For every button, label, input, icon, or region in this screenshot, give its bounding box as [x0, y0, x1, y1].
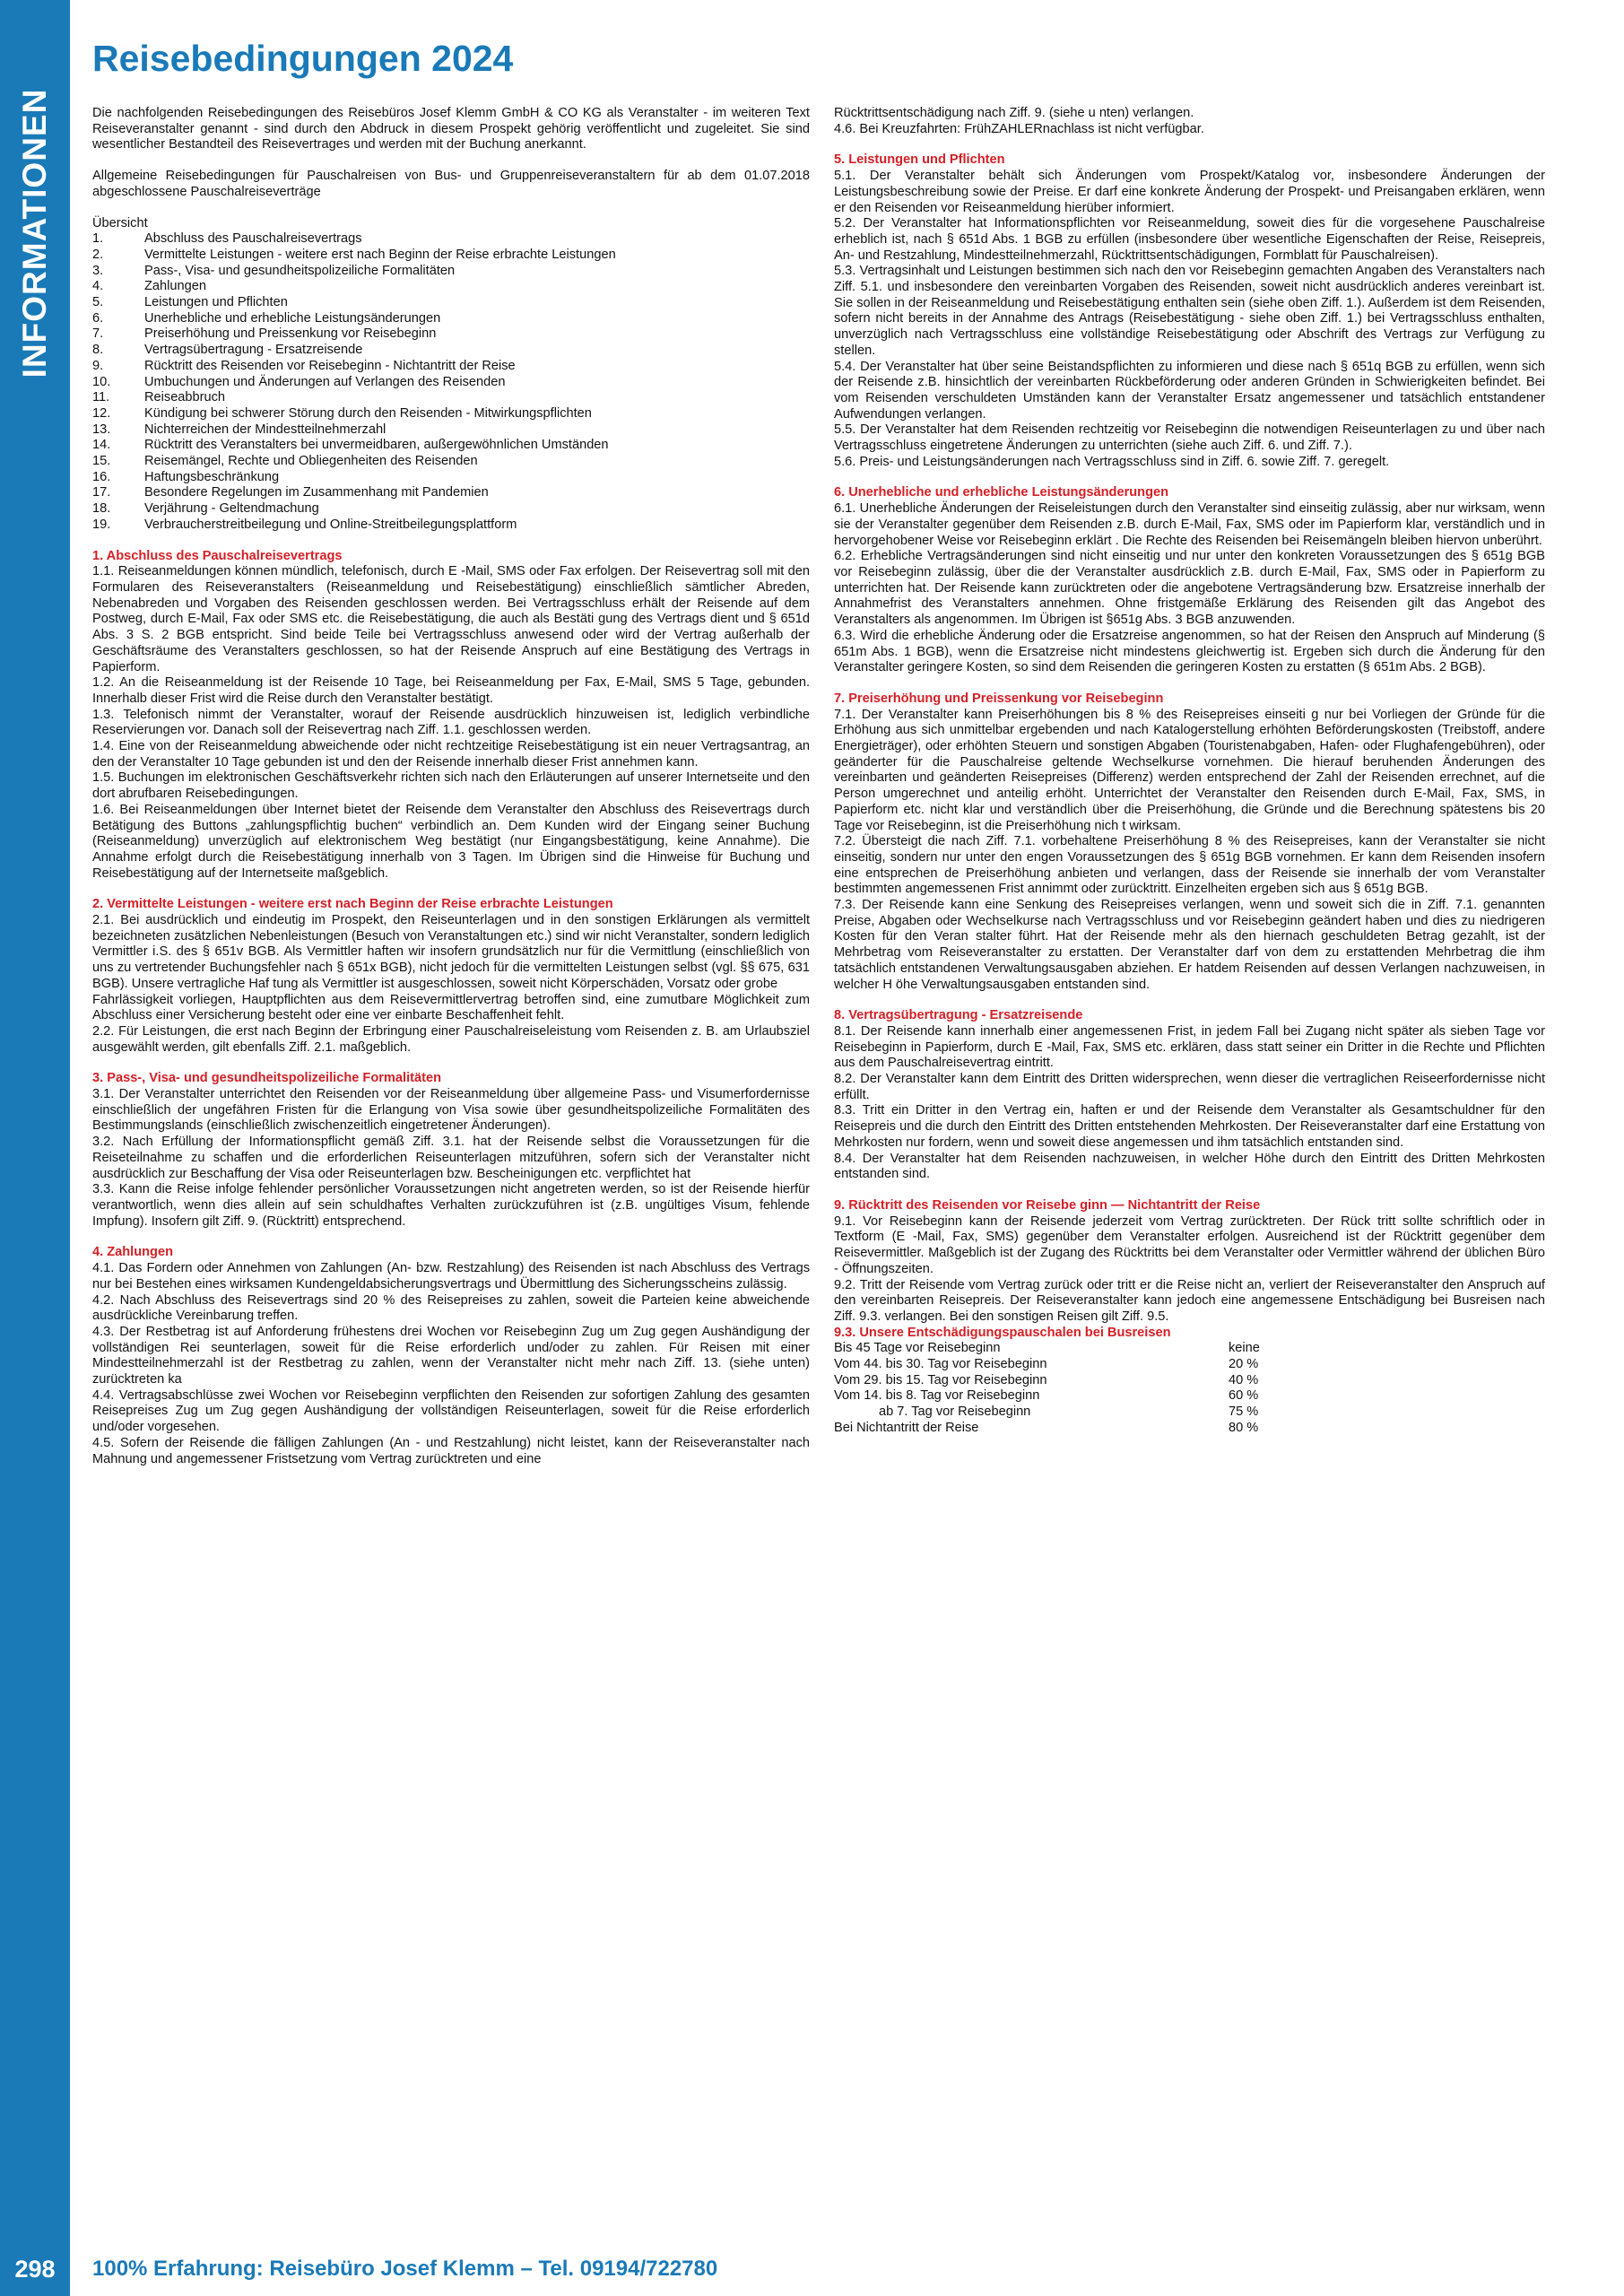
toc-label: Vertragsübertragung - Ersatzreisende [144, 343, 363, 358]
section-heading: 6. Unerhebliche und erhebliche Leistungsänderungen [834, 485, 1169, 500]
section-paragraph: 5.1. Der Veranstalter behält sich Änderungen vom Prospekt/Katalog vor, insbesondere Änderungen der Leistungsbeschreibung sowie der Preise. Er darf eine konkrete Änderung der Prospekt- und Preisangaben erklären, wenn er den Reisenden vor Reiseanmeldung hierüber informiert. [834, 169, 1545, 215]
toc-label: Kündigung bei schwerer Störung durch den Reisenden - Mitwirkungspflichten [144, 405, 592, 421]
section-paragraph: 6.1. Unerhebliche Änderungen der Reiseleistungen durch den Veranstalter sind einseitig zulässig, aber nur wirksam, wenn sie der Veranstalter gegenüber dem Reisenden z.B. durch E-Mail, Fax, SMS oder im Papierform klar, verständlich und in hervorgehobener Weise vor Reisebeginn erklärt . Die Rechte des Reisenden bei Reisemängeln bleiben hiervon unberührt. [834, 501, 1545, 548]
toc-label: Verbraucherstreitbeilegung und Online-Streitbeilegungsplattform [144, 517, 517, 532]
section-paragraph: 7.3. Der Reisende kann eine Senkung des Reisepreises verlangen, wenn und soweit sich die in Ziff. 7.1. genannten Preise, Abgaben oder Wechselkurse nach Vertragsschluss und vor Reisebeginn geändert haben und dies zu niedrigeren Kosten für den Veran stalter führt. Hat der Reisende mehr als den hiernach geschuldeten Betrag gezahlt, ist der Mehrbetrag vom Reiseveranstalter zu erstatten. Der Veranstalter darf von dem zu erstattenden Mehrbetrag die ihm tatsächlich entstandenen Verwaltungsausgaben abziehen. Er hatdem Reisenden auf dessen Verlangen nachzuweisen, in welcher H öhe Verwaltungsausgaben entstanden sind. [834, 898, 1545, 992]
toc-label: Unerhebliche und erhebliche Leistungsänderungen [144, 310, 441, 326]
toc-item [92, 517, 810, 534]
compensation-row [834, 1421, 1545, 1437]
compensation-row [834, 1357, 1545, 1373]
section-paragraph: 3.3. Kann die Reise infolge fehlender persönlicher Voraussetzungen nicht angetreten werden, so ist der Reisende hierfür verantwortlich, wenn dies allein auf sein schuldhaftes Verhalten zurückzuführen ist (z.B. ungültiges Visum, fehlende Impfung). Insofern gilt Ziff. 9. (Rücktritt) entsprechend. [92, 1182, 810, 1229]
section-paragraph: 3.2. Nach Erfüllung der Informationspflicht gemäß Ziff. 3.1. hat der Reisende selbst die Voraussetzungen für die Reiseteilnahme zu schaffen und die erforderlichen Reiseunterlagen mitzuführen, sofern sich der Veranstalter nicht ausdrücklich zur Beschaffung der Visa oder Reiseunterlagen bzw. Bescheinigungen etc. verpflichtet hat [92, 1135, 810, 1181]
toc-label: Abschluss des Pauschalreisevertrags [144, 231, 362, 247]
intro-paragraph: Die nachfolgenden Reisebedingungen des Reisebüros Josef Klemm GmbH & CO KG als Veranstalter - im weiteren Text Reiseveranstalter genannt - sind durch den Abdruck in diesem Prospekt gehörig veröffentlicht und zugeleitet. Sie sind wesentlicher Bestandteil des Reisevertrages und werden mit der Buchung anerkannt. [92, 106, 810, 152]
toc-item [92, 454, 810, 470]
compensation-table [834, 1341, 1545, 1436]
toc-item [92, 390, 810, 406]
section-heading: 7. Preiserhöhung und Preissenkung vor Reisebeginn [834, 691, 1164, 706]
section-paragraph: 8.3. Tritt ein Dritter in den Vertrag ein, haften er und der Reisende dem Veranstalter als Gesamtschuldner für den Reisepreis und die durch den Eintritt des Dritten entstehenden Mehrkosten. Der Reiseveranstalter darf eine Erstattung von Mehrkosten nur fordern, wenn und soweit diese angemessen und ihm tatsächlich entstanden sind. [834, 1103, 1545, 1150]
section-paragraph: 4.1. Das Fordern oder Annehmen von Zahlungen (An- bzw. Restzahlung) des Reisenden ist nach Abschluss des Vertrags nur bei Bestehen eines wirksamen Kundengeldabsicherungsvertrags und Übermittlung des Sicherungsscheins zulässig. [92, 1261, 810, 1292]
toc-label: Besondere Regelungen im Zusammenhang mit Pandemien [144, 485, 489, 500]
toc-item [92, 279, 810, 295]
toc-item [92, 326, 810, 343]
section-paragraph: 6.2. Erhebliche Vertragsänderungen sind nicht einseitig und nur unter den konkreten Voraussetzungen des § 651g BGB vor Reisebeginn zulässig, über die der Veranstalter ausdrücklich z.B. durch E-Mail, Fax, SMS oder in Papierform zu unterrichten hat. Der Reisende kann zurücktreten oder die angebotene Vertragsänderung bzw. Ersatzreise innerhalb der Annahmefrist des Veranstalters annehmen. Ohne fristgemäße Erklärung des Reisenden gilt das Angebot des Veranstalters als angenommen. Im Übrigen ist §651g Abs. 3 BGB anzuwenden. [834, 549, 1545, 628]
section-paragraph: 1.1. Reiseanmeldungen können mündlich, telefonisch, durch E -Mail, SMS oder Fax erfolgen. Der Reisevertrag soll mit den Formularen des Reiseveranstalters (Reiseanmeldung und Reisebestätigung) einschließlich sämtlicher Abreden, Nebenabreden und Vorgaben des Reisenden geschlossen werden. Bei Vertragsschluss erhält der Reisende auf dem Postweg, durch E-Mail, Fax oder SMS etc. die Reisebestätigung, die auch als Bestäti gung des Vertrags dient und § 651d Abs. 3 S. 2 BGB entspricht. Sind beide Teile bei Vertragsschluss anwesend oder wird der Vertrag außerhalb der Geschäftsräume des Veranstalters geschlossen, so hat der Reisende Anspruch auf eine Bestätigung des Vertrags in Papierform. [92, 564, 810, 674]
section-paragraph: 1.3. Telefonisch nimmt der Veranstalter, worauf der Reisende ausdrücklich hinzuweisen ist, lediglich verbindliche Reservierungen vor. Danach soll der Reisevertrag nach Ziff. 1.1. geschlossen werden. [92, 707, 810, 738]
toc-number: 17. [92, 485, 111, 500]
section-paragraph: 4.2. Nach Abschluss des Reisevertrags sind 20 % des Reisepreises zu zahlen, soweit die Parteien keine abweichende ausdrückliche Vereinbarung treffen. [92, 1292, 810, 1324]
toc-number: 7. [92, 326, 104, 342]
section-heading: 8. Vertragsübertragung - Ersatzreisende [834, 1008, 1083, 1023]
section-paragraph: 2.2. Für Leistungen, die erst nach Beginn der Erbringung einer Pauschalreiseleistung vom Reisenden z. B. am Urlaubsziel ausgewählt werden, gilt ebenfalls Ziff. 2.1. maßgeblich. [92, 1023, 810, 1055]
toc-number: 2. [92, 247, 104, 262]
toc-label: Haftungsbeschränkung [144, 469, 280, 484]
toc-number: 18. [92, 501, 111, 517]
toc-number: 4. [92, 279, 104, 294]
section-s5 [834, 152, 1545, 470]
left-column [92, 106, 810, 1467]
page-title: Reisebedingungen 2024 [92, 38, 514, 79]
section-paragraph: 7.2. Übersteigt die nach Ziff. 7.1. vorbehaltene Preiserhöhung 8 % des Reisepreises, kann der Veranstalter sie nicht einseitig, sondern nur unter den engen Voraussetzungen des § 651g BGB vornehmen. Er kann dem Reisenden insofern eine entsprechen de Preiserhöhung anbieten und verlangen, dass der Reisende sie innerhalb der vom Veranstalter bestimmten angemessenen Frist annimmt oder zurücktritt. Einzelheiten ergeben sich aus § 651g BGB. [834, 834, 1545, 897]
toc-number: 6. [92, 310, 104, 326]
toc-item [92, 231, 810, 248]
section-paragraph: 8.4. Der Veranstalter hat dem Reisenden nachzuweisen, in welcher Höhe durch den Eintritt des Dritten Mehrkosten entstanden sind. [834, 1151, 1545, 1182]
section-paragraph: Fahrlässigkeit vorliegen, Hauptpflichten aus dem Reisevermittlervertrag betroffen sind, eine zumutbare Möglichkeit zum Abschluss einer Versicherung besteht oder eine ver einbarte Beschaffenheit fehlt. [92, 992, 810, 1023]
toc-number: 9. [92, 358, 104, 373]
toc-item [92, 248, 810, 264]
section-heading: 3. Pass-, Visa- und gesundheitspolizeiliche Formalitäten [92, 1071, 441, 1086]
page-number: 298 [0, 2242, 70, 2296]
toc-label: Reiseabbruch [144, 390, 226, 405]
compensation-value: 20 % [1229, 1357, 1259, 1372]
toc-number: 19. [92, 517, 111, 532]
toc-heading: Übersicht [92, 215, 148, 230]
section-paragraph: 5.6. Preis- und Leistungsänderungen nach Vertragsschluss sind in Ziff. 6. sowie Ziff. 7. geregelt. [834, 454, 1390, 469]
section-paragraph: 5.3. Vertragsinhalt und Leistungen bestimmen sich nach den vor Reisebeginn gemachten Angaben des Veranstalters nach Ziff. 5.1. und insbesondere den vereinbarten Vorgaben des Reisenden, soweit nicht ausdrücklich anderes vereinbart ist. Sie sollen in der Reiseanmeldung und Reisebestätigung enthalten sein (siehe oben Ziff. 1.). Außerdem ist dem Reisenden, sofern nicht bereits in der Annahme des Antrags (Reisebestätigung - siehe oben Ziff. 1.) bei Vertragsschluss enthalten, unverzüglich nach Vertragsschluss eine vollständige Reisebestätigung oder Abschrift des Vertrags zur Verfügung zu stellen. [834, 264, 1545, 358]
toc-label: Reisemängel, Rechte und Obliegenheiten des Reisenden [144, 454, 478, 469]
compensation-row [834, 1341, 1545, 1357]
section-s9 [834, 1198, 1545, 1326]
toc-label: Leistungen und Pflichten [144, 295, 288, 310]
section-s1 [92, 549, 810, 883]
section-s3 [92, 1071, 810, 1230]
section-s7 [834, 691, 1545, 993]
toc-item [92, 343, 810, 359]
toc-label: Nichterreichen der Mindestteilnehmerzahl [144, 422, 386, 437]
toc-label: Preiserhöhung und Preissenkung vor Reisebeginn [144, 326, 437, 342]
section-heading: 1. Abschluss des Pauschalreisevertrags [92, 548, 343, 563]
compensation-row [834, 1373, 1545, 1389]
toc-number: 10. [92, 374, 111, 389]
toc-number: 3. [92, 263, 104, 278]
toc-number: 11. [92, 390, 110, 405]
section-s2 [92, 897, 810, 1056]
section-paragraph: 5.5. Der Veranstalter hat dem Reisenden rechtzeitig vor Reisebeginn die notwendigen Reiseunterlagen zu und über nach Vertragsschluss eingetretene Änderungen zu unterrichten (siehe auch Ziff. 6. und Ziff. 7.). [834, 422, 1545, 454]
toc-item [92, 438, 810, 454]
toc-number: 15. [92, 454, 111, 469]
section-paragraph: Rücktrittsentschädigung nach Ziff. 9. (siehe u nten) verlangen. [834, 106, 1194, 120]
compensation-period: Vom 14. bis 8. Tag vor Reisebeginn [834, 1388, 1040, 1404]
intro-paragraph: Allgemeine Reisebedingungen für Pauschalreisen von Bus- und Gruppenreiseveranstaltern für ab dem 01.07.2018 abgeschlossene Pauschalreiseverträge [92, 169, 810, 199]
section-paragraph: 5.2. Der Veranstalter hat Informationspflichten vor Reiseanmeldung, soweit dies für die vorgesehene Pauschalreise erheblich ist, nach § 651d Abs. 1 BGB zu erfüllen (insbesondere über wesentliche Eigenschaften der Reise, Reisepreis, An- und Restzahlung, Mindestteilnehmerzahl, Rücktrittsentschädigungen, Formblatt für Pauschalreisen). [834, 216, 1545, 263]
section-paragraph: 1.6. Bei Reiseanmeldungen über Internet bietet der Reisende dem Veranstalter den Abschluss des Reisevertrags durch Betätigung des Buttons „zahlungspflichtig buchen“ verbindlich an. Dem Kunden wird der Eingang seiner Buchung (Reiseanmeldung) unverzüglich auf elektronischem Weg bestätigt (nur Eingangsbestätigung, keine Annahme). Die Annahme erfolgt durch die Reisebestätigung innerhalb von 3 Tagen. Im Übrigen sind die Hinweise für Buchung und Reisebestätigung auf der Internetseite maßgeblich. [92, 802, 810, 881]
compensation-value: 60 % [1229, 1388, 1259, 1404]
sub-heading: 9.3. Unsere Entschädigungspauschalen bei Busreisen [834, 1325, 1171, 1340]
toc-item [92, 501, 810, 517]
section-paragraph: 1.5. Buchungen im elektronischen Geschäftsverkehr richten sich nach den Erläuterungen auf unserer Internetseite und den dort abrufbaren Reisebedingungen. [92, 770, 810, 802]
compensation-period: Bis 45 Tage vor Reisebeginn [834, 1341, 1001, 1356]
section-s8 [834, 1008, 1545, 1183]
footer-text: 100% Erfahrung: Reisebüro Josef Klemm – Tel. 09194/722780 [92, 2257, 718, 2281]
toc-item [92, 295, 810, 311]
toc-item [92, 470, 810, 486]
compensation-period: Vom 44. bis 30. Tag vor Reisebeginn [834, 1357, 1047, 1372]
toc-number: 14. [92, 438, 111, 453]
section-paragraph: 2.1. Bei ausdrücklich und eindeutig im Prospekt, den Reiseunterlagen und in den sonstigen Erklärungen als vermittelt bezeichneten zusätzlichen Nebenleistungen (Besuch von Veranstaltungen etc.) sind wir nicht Veranstalter, sondern lediglich Vermittler i.S. des § 651v BGB. Als Vermittler haften wir insofern grundsätzlich nur für die Vermittlung (einschließlich von uns zu vertretender Buchungsfehler nach § 651x BGB), nicht jedoch für die vermittelten Leistungen selbst (vgl. §§ 675, 631 BGB). Unsere vertragliche Haf tung als Vermittler ist ausgeschlossen, soweit nicht Körperschäden, Vorsatz oder grobe [92, 913, 810, 991]
section-paragraph: 4.3. Der Restbetrag ist auf Anforderung frühestens drei Wochen vor Reisebeginn Zug um Zug gegen Aushändigung der vollständigen Rei seunterlagen, soweit für die Reise erforderlich und/oder zu zahlen. Für Reisen mit einer Mindestteilnehmerzahl ist der Restbetrag zu zahlen, wenn der Veranstalter nicht mehr nach Ziff. 13. (siehe unten) zurücktreten ka [92, 1324, 810, 1387]
section-paragraph: 1.2. An die Reiseanmeldung ist der Reisende 10 Tage, bei Reiseanmeldung per Fax, E-Mail, SMS 5 Tage, gebunden. Innerhalb dieser Frist wird die Reise durch den Veranstalter bestätigt. [92, 675, 810, 706]
section-paragraph: 4.5. Sofern der Reisende die fälligen Zahlungen (An - und Restzahlung) nicht leistet, kann der Reiseveranstalter nach Mahnung und angemessener Fristsetzung vom Vertrag zurücktreten und eine [92, 1435, 810, 1466]
section-heading: 9. Rücktritt des Reisenden vor Reisebe ginn — Nichtantritt der Reise [834, 1198, 1261, 1213]
right-column [834, 106, 1545, 1437]
toc-label: Verjährung - Geltendmachung [144, 501, 319, 517]
section-paragraph: 4.6. Bei Kreuzfahrten: FrühZAHLERnachlass ist nicht verfügbar. [834, 121, 1204, 136]
toc-number: 8. [92, 343, 104, 358]
toc-item [92, 359, 810, 375]
toc-number: 1. [92, 231, 104, 247]
toc-number: 16. [92, 469, 111, 484]
toc-item [92, 485, 810, 501]
section-paragraph: 9.2. Tritt der Reisende vom Vertrag zurück oder tritt er die Reise nicht an, verliert der Reiseveranstalter den Anspruch auf den vereinbarten Reisepreis. Der Reiseveranstalter kann jedoch eine angemessene Entschädigung bei Busreisen nach Ziff. 9.3. verlangen. Bei den sonstigen Reisen gilt Ziff. 9.5. [834, 1277, 1545, 1324]
compensation-row [834, 1388, 1545, 1405]
toc-item [92, 375, 810, 391]
section-paragraph: 8.2. Der Veranstalter kann dem Eintritt des Dritten widersprechen, wenn dieser die vertraglichen Reiseerfordernisse nicht erfüllt. [834, 1072, 1545, 1102]
toc-label: Vermittelte Leistungen - weitere erst nach Beginn der Reise erbrachte Leistungen [144, 247, 616, 262]
compensation-period: ab 7. Tag vor Reisebeginn [879, 1405, 1031, 1420]
section-paragraph: 6.3. Wird die erhebliche Änderung oder die Ersatzreise angenommen, so hat der Reisen den Anspruch auf Minderung (§ 651m Abs. 1 BGB), wenn die Ersatzreise nicht mindestens gleichwertig ist. Ergeben sich durch die Änderung für den Veranstalter geringere Kosten, so sind dem Reisenden die geringeren Kosten zu erstatten (§ 651m Abs. 2 BGB). [834, 628, 1545, 675]
toc-label: Pass-, Visa- und gesundheitspolizeiliche Formalitäten [144, 263, 456, 278]
section-paragraph: 4.4. Vertragsabschlüsse zwei Wochen vor Reisebeginn verpflichten den Reisenden zur sofortigen Zahlung des gesamten Reisepreises Zug um Zug gegen Aushändigung der vollständigen Reiseunterlagen, soweit für die Reise erforderlich und/oder vorgesehen. [92, 1387, 810, 1435]
toc-item [92, 406, 810, 422]
sidebar [0, 0, 70, 2242]
section-heading: 5. Leistungen und Pflichten [834, 152, 1005, 168]
toc-item [92, 422, 810, 439]
sidebar-label: INFORMATIONEN [16, 88, 53, 378]
compensation-period: Bei Nichtantritt der Reise [834, 1420, 979, 1435]
section-paragraph: 1.4. Eine von der Reiseanmeldung abweichende oder nicht rechtzeitige Reisebestätigung ist ein neuer Vertragsantrag, an den der Veranstalter 10 Tage gebunden ist und den der Reisende innerhalb dieser Frist annehmen kann. [92, 739, 810, 770]
section-heading: 2. Vermittelte Leistungen - weitere erst nach Beginn der Reise erbrachte Leistungen [92, 897, 613, 912]
compensation-value: 40 % [1229, 1372, 1259, 1387]
section-paragraph: 3.1. Der Veranstalter unterrichtet den Reisenden vor der Reiseanmeldung über allgemeine Pass- und Visumerfordernisse einschließlich der ungefähren Fristen für die Erlangung von Visa sowie über gesundheitspolizeiliche Formalitäten des Bestimmungslands (einschließlich zwischenzeitlich eingetretener Änderungen). [92, 1087, 810, 1134]
toc-label: Rücktritt des Veranstalters bei unvermeidbaren, außergewöhnlichen Umständen [144, 438, 609, 453]
section-heading: 4. Zahlungen [92, 1245, 173, 1260]
toc-number: 13. [92, 422, 111, 437]
section-paragraph: 8.1. Der Reisende kann innerhalb einer angemessenen Frist, in jedem Fall bei Zugang nicht später als sieben Tage vor Reisebeginn in Papierform, durch E -Mail, Fax, SMS etc. erklären, dass statt seiner ein Dritter in die Rechte und Pflichten aus dem Pauschalreisevertrag eintritt. [834, 1023, 1545, 1071]
toc-number: 5. [92, 295, 104, 310]
compensation-value: keine [1229, 1341, 1260, 1356]
section-paragraph: 5.4. Der Veranstalter hat über seine Beistandspflichten zu informieren und diese nach § 651q BGB zu erfüllen, wenn sich der Reisende z.B. hinsichtlich der vereinbarten Rückbeförderung oder anderen Gründen in Schwierigkeiten befindet. Bei vom Reisenden verschuldeten Umständen kann der Veranstalter Ersatz angemessener und tatsächlich entstandener Aufwendungen verlangen. [834, 359, 1545, 422]
toc-label: Zahlungen [144, 279, 206, 294]
toc-label: Umbuchungen und Änderungen auf Verlangen des Reisenden [144, 374, 506, 389]
toc-list [92, 231, 810, 533]
compensation-value: 75 % [1229, 1405, 1259, 1420]
toc-item [92, 264, 810, 280]
toc-item [92, 311, 810, 327]
compensation-row [834, 1405, 1545, 1421]
toc-label: Rücktritt des Reisenden vor Reisebeginn - Nichtantritt der Reise [144, 358, 516, 373]
section-paragraph: 9.1. Vor Reisebeginn kann der Reisende jederzeit vom Vertrag zurücktreten. Der Rück tritt sollte schriftlich oder in Textform (E -Mail, Fax, SMS) gegenüber dem Veranstalter erfolgen. Ausreichend ist der Rücktritt gegenüber dem Reisevermittler. Maßgeblich ist der Zugang des Rücktritts bei dem Veranstalter oder Vermittler während der üblichen Büro - Öffnungszeiten. [834, 1213, 1545, 1276]
toc-number: 12. [92, 405, 111, 421]
section-s4 [92, 1245, 810, 1467]
compensation-period: Vom 29. bis 15. Tag vor Reisebeginn [834, 1372, 1047, 1387]
compensation-value: 80 % [1229, 1420, 1259, 1435]
section-paragraph: 7.1. Der Veranstalter kann Preiserhöhungen bis 8 % des Reisepreises einseiti g nur bei Vorliegen der Gründe für die Erhöhung aus sich unmittelbar ergebenden und nach Katalogerstellung erhöhten Beförderungskosten (Treibstoff, andere Energieträger), oder erhöhten Steuern und sonstigen Abgaben (Touristenabgaben, Hafen- oder Flughafengebühren), oder geänderter für die Pauschalreise geltende Wechselkurse vornehmen. Die hierauf beruhenden Änderungen des vereinbarten und geänderten Reisepreises (Differenz) werden entsprechend der Zahl der Reisenden errechnet, auf die Person umgerechnet und anteilig erhöht. Unterrichtet der Veranstalter den Reisenden durch E-Mail, Fax, SMS, in Papierform etc. nicht klar und verständlich über die Preiserhöhung, die Gründe und die Berechnung spätestens bis 20 Tage vor Reisebeginn, ist die Preiserhöhung nich t wirksam. [834, 707, 1545, 833]
section-s4cont [834, 106, 1545, 137]
section-s6 [834, 485, 1545, 675]
